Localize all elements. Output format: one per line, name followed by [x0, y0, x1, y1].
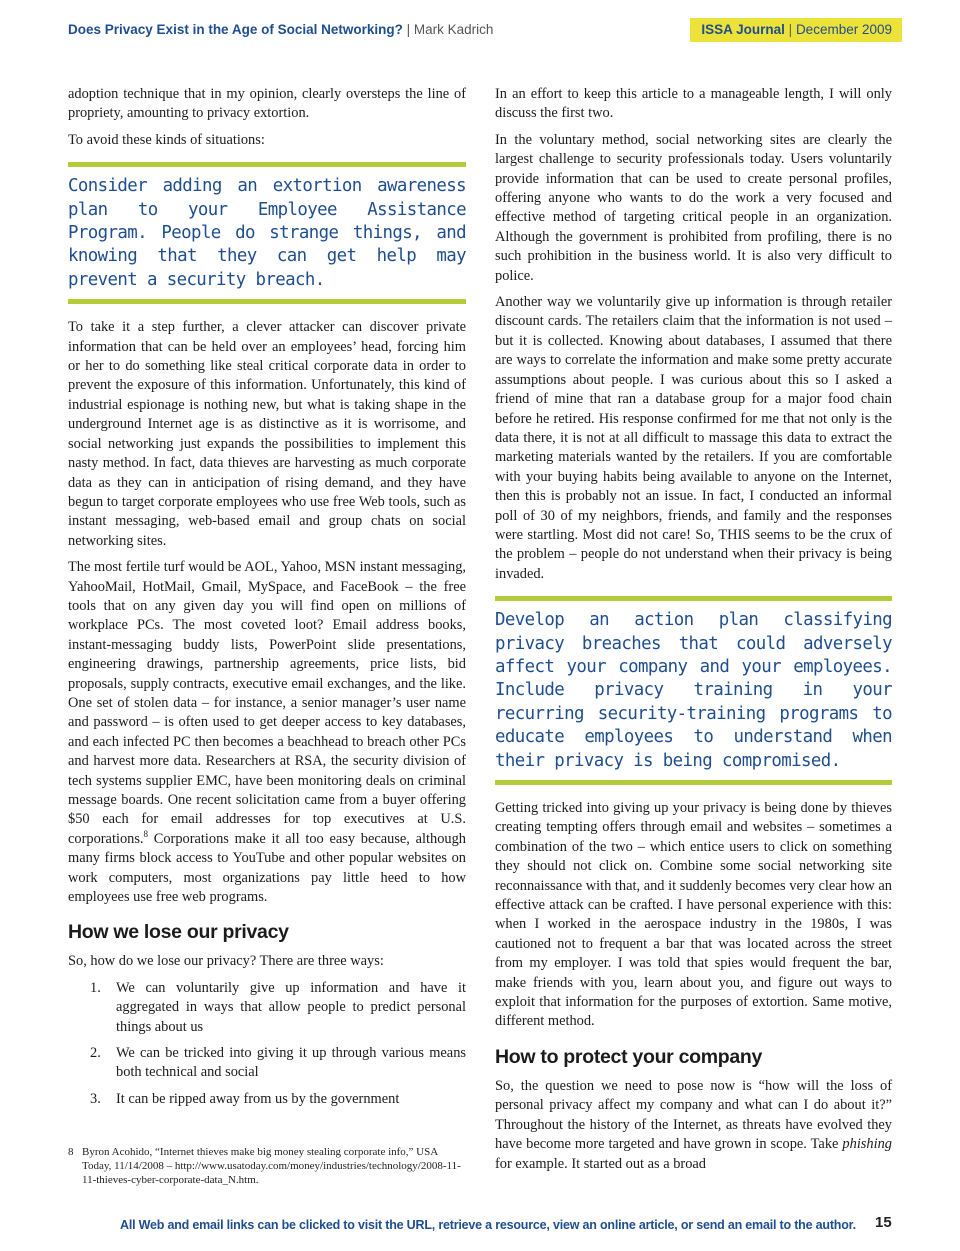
paragraph-text: So, the question we need to pose now is “how will the loss of personal privacy affect my company and what can I do about it?” Throughout the history of the Internet, as threats have evolved they have become more targeted and have grown in scope. Take — [495, 1077, 892, 1153]
paragraph: In an effort to keep this article to a manageable length, I will only discuss the first two. — [495, 86, 892, 122]
list-item-text: It can be ripped away from us by the government — [116, 1090, 400, 1107]
callout-box: Develop an action plan classifying privacy breaches that could adversely affect your company and your employees. Include privacy training in your recurring security-training programs to educate employees to understand when their privacy is being compromised. — [495, 596, 892, 785]
emphasis-text: phishing — [842, 1136, 892, 1153]
paragraph: Getting tricked into giving up your privacy is being done by thieves creating tempting offers through email and websites – sometimes a combination of the two – which entice users to click on something they should not click on. Combine some social networking site reconnaissance with that, and it suddenly becomes very clear how an effective attack can be crafted. I have personal experience with this: when I worked in the aerospace industry in the 1980s, I was cautioned not to frequent a bar that was located across the street from my employer. I was told that spies would frequent the bar, make friends with you, learn about you, and figure out ways to exploit that information for the purposes of extortion. Same motive, different method. — [495, 800, 892, 1030]
journal-issue: December 2009 — [795, 22, 892, 37]
list-number: 2. — [90, 1045, 101, 1062]
list-item — [68, 1090, 466, 1109]
list-item — [68, 1044, 466, 1083]
paragraph-text: Corporations make it all too easy because, although many firms block access to YouTube and other popular websites on work computers, most organizations pay little heed to how employees use free web programs. — [68, 830, 466, 906]
paragraph-text: for example. It started out as a broad — [495, 1155, 706, 1172]
right-column — [495, 85, 892, 1181]
list-number: 3. — [90, 1090, 101, 1107]
paragraph: To take it a step further, a clever attacker can discover private information that can be held over an employees’ head, forcing him or her to do something like steal critical corporate data in order to prevent the exposure of this information. Unfortunately, this kind of industrial espionage is nothing new, but what is taking shape in the underground Internet age is as distinctive as it is worrisome, and social networking just expands the possibilities to implement this nasty method. In fact, data thieves are harvesting as much corporate data as they can in anticipation of rising demand, and they have begun to target corporate employees who use free Web tools, such as instant messaging, web-based email and group chats on social networking sites. — [68, 319, 466, 549]
paragraph: In the voluntary method, social networking sites are clearly the largest challenge to security professionals today. Users voluntarily provide information that can be used to create personal profiles, offering anyone who wants to do the work a very focused and effective method of targeting critical people in an organization. Although the government is prohibited from profiling, there is no such prohibition in the business world. It is also very difficult to police. — [495, 131, 892, 284]
paragraph — [68, 558, 466, 907]
paragraph: To avoid these kinds of situations: — [68, 131, 265, 148]
running-header — [68, 18, 902, 42]
section-heading: How we lose our privacy — [68, 921, 289, 944]
journal-name: ISSA Journal — [701, 22, 785, 37]
list-item-text: We can voluntarily give up information and have it aggregated in ways that allow people to predict personal things about us — [116, 979, 466, 1035]
footer-note: All Web and email links can be clicked to visit the URL, retrieve a resource, view an online article, or send an email to the author. — [120, 1218, 856, 1232]
footnote-text[interactable]: Byron Acohido, “Internet thieves make big money stealing corporate info,” USA Today, 11/14/2008 – http://www.usatoday.com/money/industries/technology/2008-11-11-thieves-cyber-corporate-data_N.htm. — [82, 1146, 461, 1186]
footnote-number: 8 — [68, 1146, 74, 1158]
header-separator: | — [788, 22, 793, 37]
page-number: 15 — [875, 1214, 892, 1231]
callout-box: Consider adding an extortion awareness plan to your Employee Assistance Program. People do strange things, and knowing that they can get help may prevent a security breach. — [68, 162, 466, 304]
ways-list — [68, 979, 466, 1109]
paragraph: adoption technique that in my opinion, clearly oversteps the line of propriety, amounting to privacy extortion. — [68, 86, 466, 122]
list-number: 1. — [90, 979, 101, 996]
header-separator: | — [406, 22, 411, 37]
header-article-info — [68, 22, 493, 37]
left-column — [68, 85, 466, 1116]
footnote — [68, 1145, 466, 1187]
article-title: Does Privacy Exist in the Age of Social Networking? — [68, 22, 403, 37]
list-item-text: We can be tricked into giving it up through various means both technical and social — [116, 1045, 466, 1081]
author-name: Mark Kadrich — [413, 22, 494, 37]
paragraph-text: The most fertile turf would be AOL, Yahoo, MSN instant messaging, YahooMail, HotMail, Gmail, MySpace, and FaceBook – the free tools that on any given day you will find open on millions of workplace PCs. The most coveted loot? Email address books, instant-messaging buddy lists, PowerPoint slide presentations, engineering drawings, partnership agreements, price lists, bid proposals, supply contracts, executive email exchanges, and the like. One set of stolen data – for instance, a senior manager’s user name and password – is often used to get deeper access to key databases, and each infected PC then becomes a beachhead to breach other PCs and harvest more data. Researchers at RSA, the security division of tech systems supplier EMC, have been monitoring deals on criminal message boards. One recent solicitation came from a buyer offering $50 each for email addresses for top executives at U.S. corporations. — [68, 559, 466, 847]
paragraph: So, how do we lose our privacy? There are three ways: — [68, 953, 384, 970]
journal-banner — [690, 18, 902, 42]
section-heading: How to protect your company — [495, 1045, 763, 1068]
paragraph — [495, 1077, 892, 1174]
paragraph: Another way we voluntarily give up information is through retailer discount cards. The retailers claim that the information is not used – but it is collected. Knowing about databases, I assumed that there are ways to correlate the information and make some pretty accurate assumptions about people. I was curious about this so I asked a friend of mine that ran a database group for a major food chain before he retired. His response confirmed for me that not only is the data there, it is not at all difficult to massage this data to extract the marketing materials wanted by the retailers. If you are comfortable with your buying habits being available to anyone on the Internet, then this is probably not an issue. In fact, I conducted an informal poll of 30 of my neighbors, friends, and family and the responses were startling. Most did not care! So, THIS seems to be the crux of the problem – people do not understand when their privacy is being invaded. — [495, 294, 892, 582]
list-item — [68, 979, 466, 1037]
footnote-reference[interactable]: 8 — [143, 829, 149, 840]
